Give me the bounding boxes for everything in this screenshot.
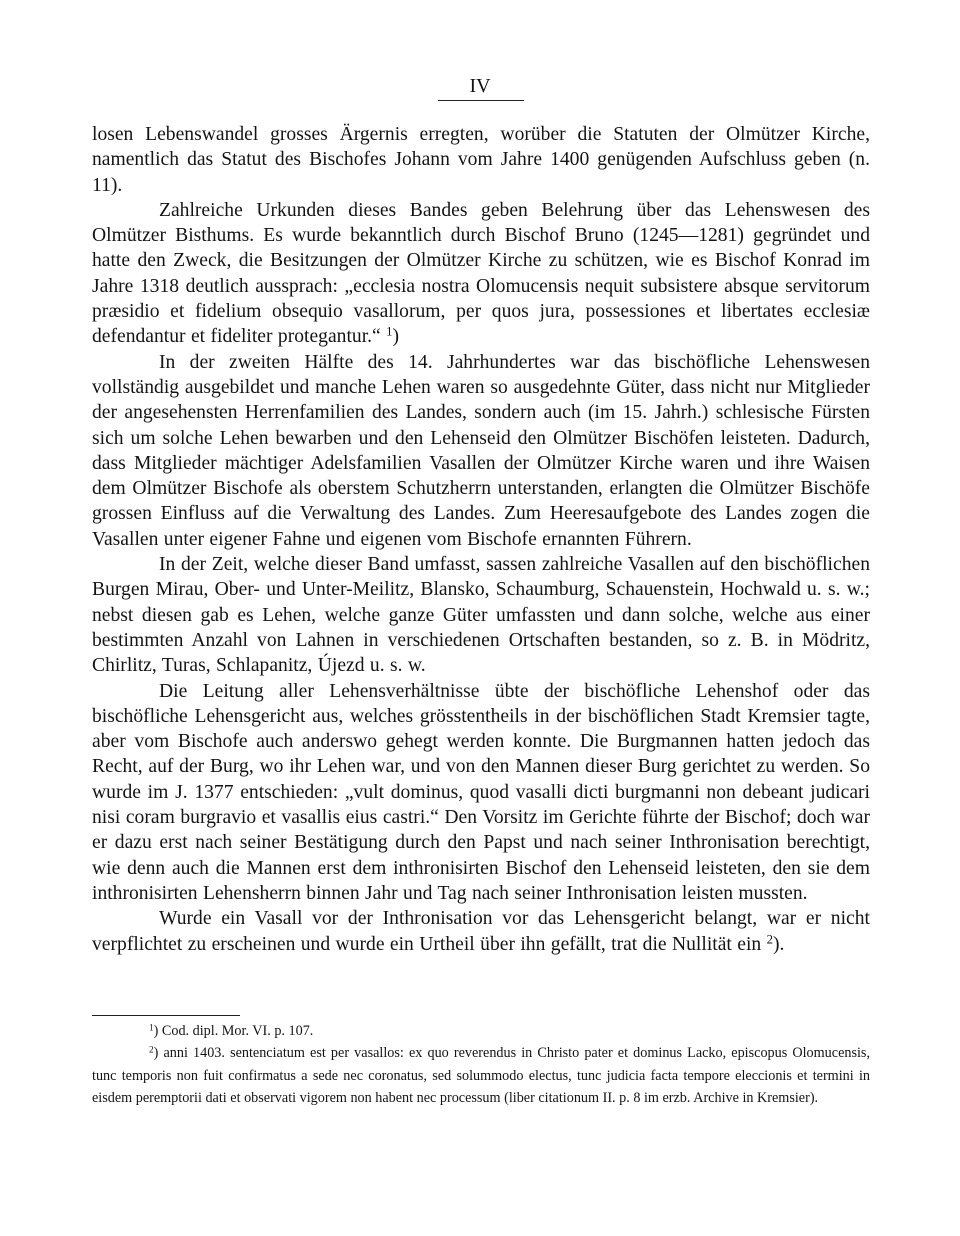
paragraph-1: [92, 122, 870, 198]
footnote-mark: 1: [149, 1022, 154, 1033]
paragraph-text: Die Leitung aller Lehensverhältnisse übte der bischöfliche Lehenshof oder das bischöfliche Lehensgericht aus, welches grösstentheils in der bischöflichen Stadt Kremsier tagte, aber vom Bischofe auch anderswo gehegt werden konnte. Die Burgmannen hatten jedoch das Recht, auf der Burg, wo ihr Lehen war, und von den Mannen dieser Burg gerichtet zu werden. So wurde im J. 1377 entschieden: „vult dominus, quod vasalli dicti burgmanni non debeant judicari nisi coram burgravio et vasallis eius castri.“ Den Vorsitz im Gerichte führte der Bischof; doch war er dazu erst nach seiner Bestätigung durch den Papst und nach seiner Inthronisation berechtigt, wie denn auch die Mannen erst dem inthronisirten Bischof den Lehenseid leisteten, den sie dem inthronisirten Lehensherrn binnen Jahr und Tag nach seiner Inthronisation leisten mussten.: [92, 680, 870, 904]
footnote-2: [92, 1042, 870, 1109]
paragraph-6: [92, 906, 870, 957]
footnote-ref-1[interactable]: 1: [386, 325, 393, 340]
page-number: IV: [469, 75, 491, 97]
paragraph-2: [92, 198, 870, 350]
header-rule: [438, 100, 524, 101]
footnotes: [92, 1020, 870, 1110]
paragraph-text: ).: [772, 933, 785, 955]
paragraph-text: In der Zeit, welche dieser Band umfasst, sassen zahlreiche Vasallen auf den bischöflichen Burgen Mirau, Ober- und Unter-Meilitz, Blansko, Schaumburg, Schauenstein, Hochwald u. s. w.; nebst diesen gab es Lehen, welche ganze Güter umfassten und dann solche, welche aus einer bestimmten Anzahl von Lahnen in verschiedenen Ortschaften bestanden, so z. B. in Mödritz, Chirlitz, Turas, Schlapanitz, Újezd u. s. w.: [92, 554, 870, 677]
footnote-1: [92, 1020, 870, 1042]
footnote-ref-2[interactable]: 2: [766, 932, 773, 947]
paragraph-5: [92, 679, 870, 907]
paragraph-text: Wurde ein Vasall vor der Inthronisation vor das Lehensgericht belangt, war er nicht verpflichtet zu erscheinen und wurde ein Urtheil über ihn gefällt, trat die Nullität ein: [92, 908, 870, 955]
footnote-rule: [92, 1015, 240, 1016]
paragraph-3: [92, 350, 870, 552]
paragraph-text: ): [392, 326, 400, 348]
paragraph-text: losen Lebenswandel grosses Ärgernis erregten, worüber die Statuten der Olmützer Kirche, namentlich das Statut des Bischofes Johann vom Jahre 1400 genügenden Aufschluss geben (n. 11).: [92, 124, 870, 196]
body-text: [92, 122, 870, 957]
paragraph-text: Zahlreiche Urkunden dieses Bandes geben Belehrung über das Lehenswesen des Olmützer Bisthums. Es wurde bekanntlich durch Bischof Bruno (1245—1281) gegründet und hatte den Zweck, die Besitzungen der Olmützer Kirche zu schützen, wie es Bischof Konrad im Jahre 1318 deutlich aussprach: „ecclesia nostra Olomucensis nequit subsistere absque servitorum præsidio et fidelium obsequio vasallorum, per quos jura, possessiones et libertates ecclesiæ defendantur et fideliter protegantur.“: [92, 199, 870, 348]
paragraph-text: In der zweiten Hälfte des 14. Jahrhundertes war das bischöfliche Lehenswesen vollständig ausgebildet und manche Lehen waren so ausgedehnte Güter, dass nicht nur Mitglieder der angesehensten Herrenfamilien des Landes, sondern auch (im 15. Jahrh.) schlesische Fürsten sich um solche Lehen bewarben und den Lehenseid den Olmützer Bischöfen leisteten. Dadurch, dass Mitglieder mächtiger Adelsfamilien Vasallen der Olmützer Kirche waren und ihre Waisen dem Olmützer Bischofe als oberstem Schutzherrn unterstanden, erlangten die Olmützer Bischöfe grossen Einfluss auf die Verwaltung des Landes. Zum Heeresaufgebote des Landes zogen die Vasallen unter eigener Fahne und eigenen vom Bischofe ernannten Führern.: [92, 351, 870, 550]
footnote-mark: 2: [149, 1044, 154, 1055]
footnote-text: ) Cod. dipl. Mor. VI. p. 107.: [153, 1023, 314, 1039]
footnote-text: ) anni 1403. sentenciatum est per vasallos: ex quo reverendus in Christo pater et dominus Lacko, episcopus Olomucensis, tunc temporis non fuit confirmatus a sede nec coronatus, sed solummodo electus, tunc judicia facta tempore eleccionis et termini in eisdem peremptorii dati et observati vigorem non habent nec processum (liber citationum II. p. 8 im erzb. Archive in Kremsier).: [92, 1045, 870, 1107]
paragraph-4: [92, 552, 870, 678]
